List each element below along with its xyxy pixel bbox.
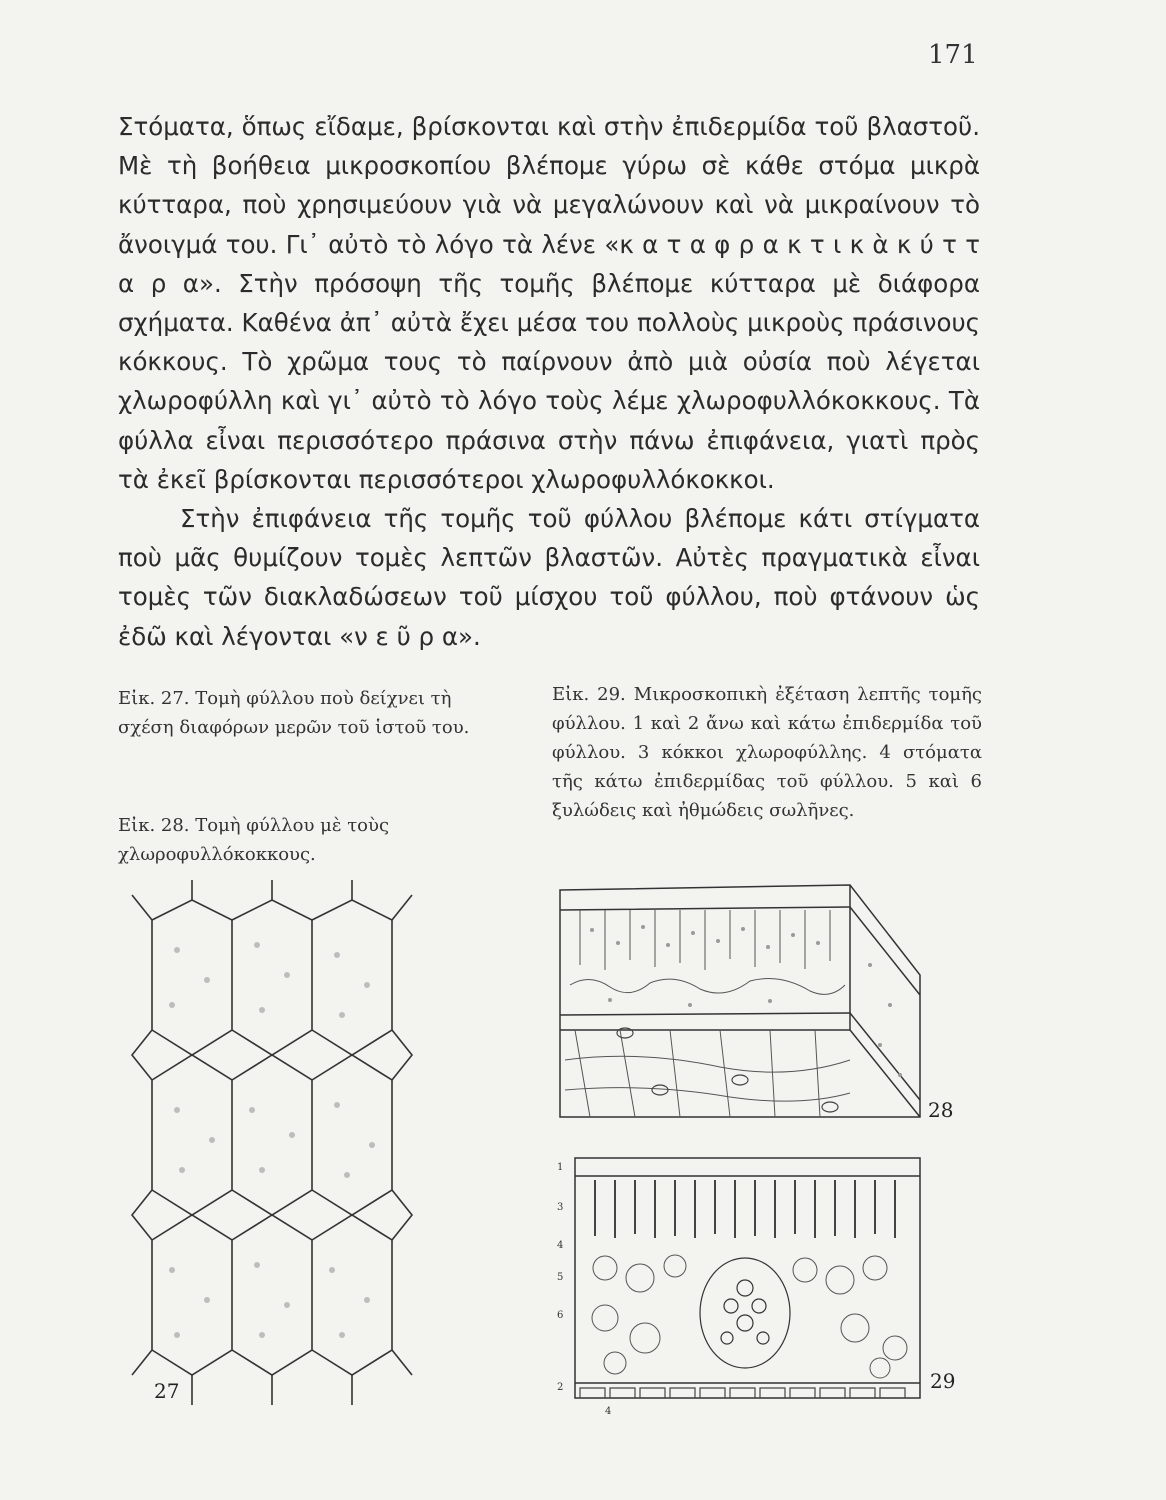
figure-29-labels — [557, 1162, 611, 1417]
figure-29-label-4-bottom: 4 — [605, 1406, 612, 1417]
figure-28-leaf-section-block — [550, 855, 970, 1135]
caption-fig-29: Εἰκ. 29. Μικροσκοπικὴ ἐξέταση λεπτῆς τομῆς φύλλου. 1 καὶ 2 ἄνω καὶ κάτω ἐπιδερμίδα τοῦ φύλλου. 3 κόκκοι χλωροφύλλης. 4 στόματα τῆς κάτω ἐπιδερμίδας τοῦ φύλλου. 5 καὶ 6 ξυλώδεις καὶ ἠθμώδεις σωλῆνες. — [552, 684, 982, 821]
figure-29-label-5: 5 — [557, 1272, 564, 1283]
figure-27-hex-cells — [132, 880, 412, 1405]
body-paragraph-2: Στὴν ἐπιφάνεια τῆς τομῆς τοῦ φύλλου βλέπομε κάτι στίγματα ποὺ μᾶς θυμίζουν τομὲς λεπτῶν βλαστῶν. Αὐτὲς πραγματικὰ εἶναι τομὲς τῶν διακλαδώσεων τοῦ μίσχου τοῦ φύλλου, ποὺ φτάνουν ὡς ἐδῶ καὶ λέγονται «ν ε ῦ ρ α». — [118, 504, 980, 651]
figure-29-label-4: 4 — [557, 1240, 564, 1251]
figure-29-label-6: 6 — [557, 1310, 564, 1321]
caption-fig-28: Εἰκ. 28. Τομὴ φύλλου μὲ τοὺς χλωροφυλλόκοκκους. — [118, 815, 390, 865]
figure-28-block-outline — [560, 885, 920, 1117]
figure-29-vascular-bundle — [700, 1258, 790, 1368]
body-paragraph-1: Στόματα, ὅπως εἴδαμε, βρίσκονται καὶ στὴν ἐπιδερμίδα τοῦ βλαστοῦ. Μὲ τὴ βοήθεια μικροσκοπίου βλέπομε γύρω σὲ κάθε στόμα μικρὰ κύτταρα, ποὺ χρησιμεύουν γιὰ νὰ μεγαλώνουν καὶ νὰ μικραίνουν τὸ ἄνοιγμά του. Γι᾽ αὐτὸ τὸ λόγο τὰ λένε «κ α τ α φ ρ α κ τ ι κ ὰ κ ύ τ τ α ρ α». Στὴν πρόσοψη τῆς τομῆς βλέπομε κύτταρα μὲ διάφορα σχήματα. Καθένα ἀπ᾽ αὐτὰ ἔχει μέσα του πολλοὺς μικροὺς πράσινους κόκκους. Τὸ χρῶμα τους τὸ παίρνουν ἀπὸ μιὰ οὐσία ποὺ λέγεται χλωροφύλλη καὶ γι᾽ αὐτὸ τὸ λόγο τοὺς λέμε χλωροφυλλόκοκκους. Τὰ φύλλα εἶναι περισσότερο πράσινα στὴν πάνω ἐπιφάνεια, γιατὶ πρὸς τὰ ἐκεῖ βρίσκονται περισσότεροι χλωροφυλλόκοκκοι. — [118, 112, 980, 494]
figure-28-number: 28 — [928, 1098, 954, 1122]
page-number: 171 — [928, 40, 978, 70]
figure-29-number: 29 — [930, 1369, 956, 1393]
figure-29-label-1: 1 — [557, 1162, 564, 1173]
figure-29-palisade-layer — [595, 1180, 895, 1238]
figure-29-label-3: 3 — [557, 1202, 564, 1213]
figure-28-chloroplast-dots — [590, 925, 902, 1077]
figure-29-label-2: 2 — [557, 1382, 564, 1393]
figure-29-microscope-section — [555, 1148, 975, 1420]
caption-fig-27: Εἰκ. 27. Τομὴ φύλλου ποὺ δείχνει τὴ σχέση διαφόρων μερῶν τοῦ ἱστοῦ του. — [118, 688, 470, 738]
figure-27-chlorophyll-dots — [169, 942, 375, 1338]
figure-29-lower-epidermis — [580, 1388, 905, 1398]
figure-27-number: 27 — [154, 1379, 180, 1403]
figure-27-leaf-epidermis-diagram — [112, 880, 452, 1410]
